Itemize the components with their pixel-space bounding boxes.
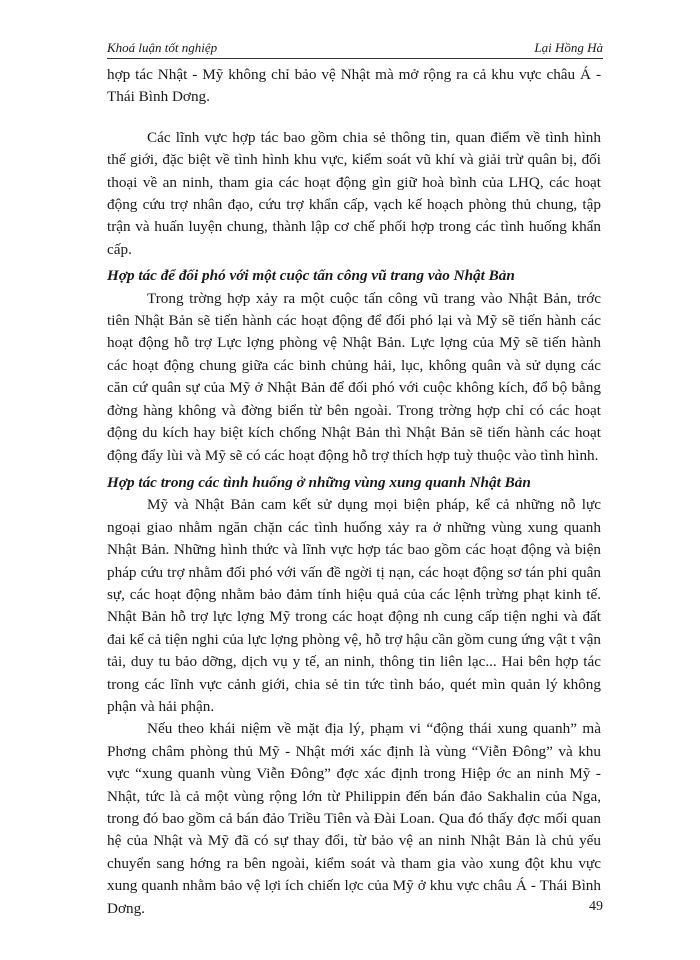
paragraph-armed-attack: Trong trờng hợp xảy ra một cuộc tấn công vũ trang vào Nhật Bản, trớc tiên Nhật Bản sẽ tiến hành các hoạt động để đối phó lại và Mỹ sẽ tiến hành các hoạt động hỗ trợ Lực lợng phòng vệ Nhật Bản. Lực lợng của Mỹ sẽ tiến hành các hoạt động chung giữa các binh chủng hải, lục, không quân và sử dụng các căn cứ quân sự của Mỹ ở Nhật Bản để đối phó với cuộc không kích, đổ bộ bằng đờng hàng không và đờng biển từ bên ngoài. Trong trờng hợp chỉ có các hoạt động du kích hay biệt kích chống Nhật Bản thì Nhật Bản sẽ tiến hành các hoạt động đẩy lùi và Mỹ sẽ có các hoạt động hỗ trợ thích hợp tuỳ thuộc vào tình hình. bbox=[107, 289, 601, 464]
page-body bbox=[107, 64, 601, 920]
header-thesis-label: Khoá luận tốt nghiệp bbox=[107, 40, 218, 55]
paragraph-cooperation-fields: Các lĩnh vực hợp tác bao gồm chia sẻ thông tin, quan điểm về tình hình thế giới, đặc biệt về tình hình khu vực, kiểm soát vũ khí và giải trừ quân bị, đối thoại về an ninh, tham gia các hoạt động gìn giữ hoà bình của LHQ, các hoạt động cứu trợ nhân đạo, cứu trợ khẩn cấp, vạch kế hoạch phòng thủ chung, tập trận và huấn luyện chung, thành lập cơ chế phối hợp trong các tình huống khẩn cấp. bbox=[107, 128, 601, 258]
paragraph-surrounding-areas: Mỹ và Nhật Bản cam kết sử dụng mọi biện pháp, kể cả những nỗ lực ngoại giao nhằm ngăn chặn các tình huống xảy ra ở những vùng xung quanh Nhật Bản. Những hình thức và lĩnh vực hợp tác bao gồm các hoạt động và biện pháp cứu trợ nhằm đối phó với vấn đề ngời tị nạn, các hoạt động sơ tán phi quân sự, các hoạt động nhằm bảo đảm tính hiệu quả của các lệnh trừng phạt kinh tế. Nhật Bản hỗ trợ lực lợng Mỹ trong các hoạt động nh cung cấp tiện nghi và đất đai kể cả tiện nghi của lực lợng phòng vệ, hỗ trợ hậu cần gồm cung ứng vật t vận tải, duy tu bảo dỡng, dịch vụ y tế, an ninh, thông tin liên lạc... Hai bên hợp tác trong các lĩnh vực cảnh giới, chia sẻ tin tức tình báo, quét mìn quản lý không phận và hải phận. bbox=[107, 496, 601, 715]
paragraph-geographic-scope: Nếu theo khái niệm về mặt địa lý, phạm vi “động thái xung quanh” mà Phơng châm phòng thủ Mỹ - Nhật mới xác định là vùng “Viễn Đông” và khu vực “xung quanh vùng Viễn Đông” đợc xác định trong Hiệp ớc an ninh Mỹ - Nhật, tức là cả một vùng rộng lớn từ Philippin đến bán đảo Sakhalin của Nga, trong đó bao gồm cả bán đảo Triều Tiên và Đài Loan. Qua đó thấy đợc mối quan hệ của Nhật và Mỹ đã có sự thay đổi, từ bảo vệ an ninh Nhật Bản là chủ yếu chuyển sang hớng ra bên ngoài, kiểm soát và tham gia vào xung đột khu vực xung quanh nhằm bảo vệ lợi ích chiến lợc của Mỹ ở khu vực châu Á - Thái Bình Dơng. bbox=[107, 720, 601, 917]
section-heading-armed-attack: Hợp tác để đối phó với một cuộc tấn công vũ trang vào Nhật Bản bbox=[107, 267, 515, 285]
header-author: Lại Hồng Hà bbox=[534, 40, 603, 55]
page-number: 49 bbox=[589, 899, 603, 914]
page-header bbox=[107, 38, 603, 59]
paragraph-continuation: hợp tác Nhật - Mỹ không chỉ bảo vệ Nhật mà mở rộng ra cả khu vực châu Á - Thái Bình Dơng. bbox=[107, 66, 601, 106]
section-heading-surrounding-areas: Hợp tác trong các tình huống ở những vùng xung quanh Nhật Bản bbox=[107, 473, 531, 491]
